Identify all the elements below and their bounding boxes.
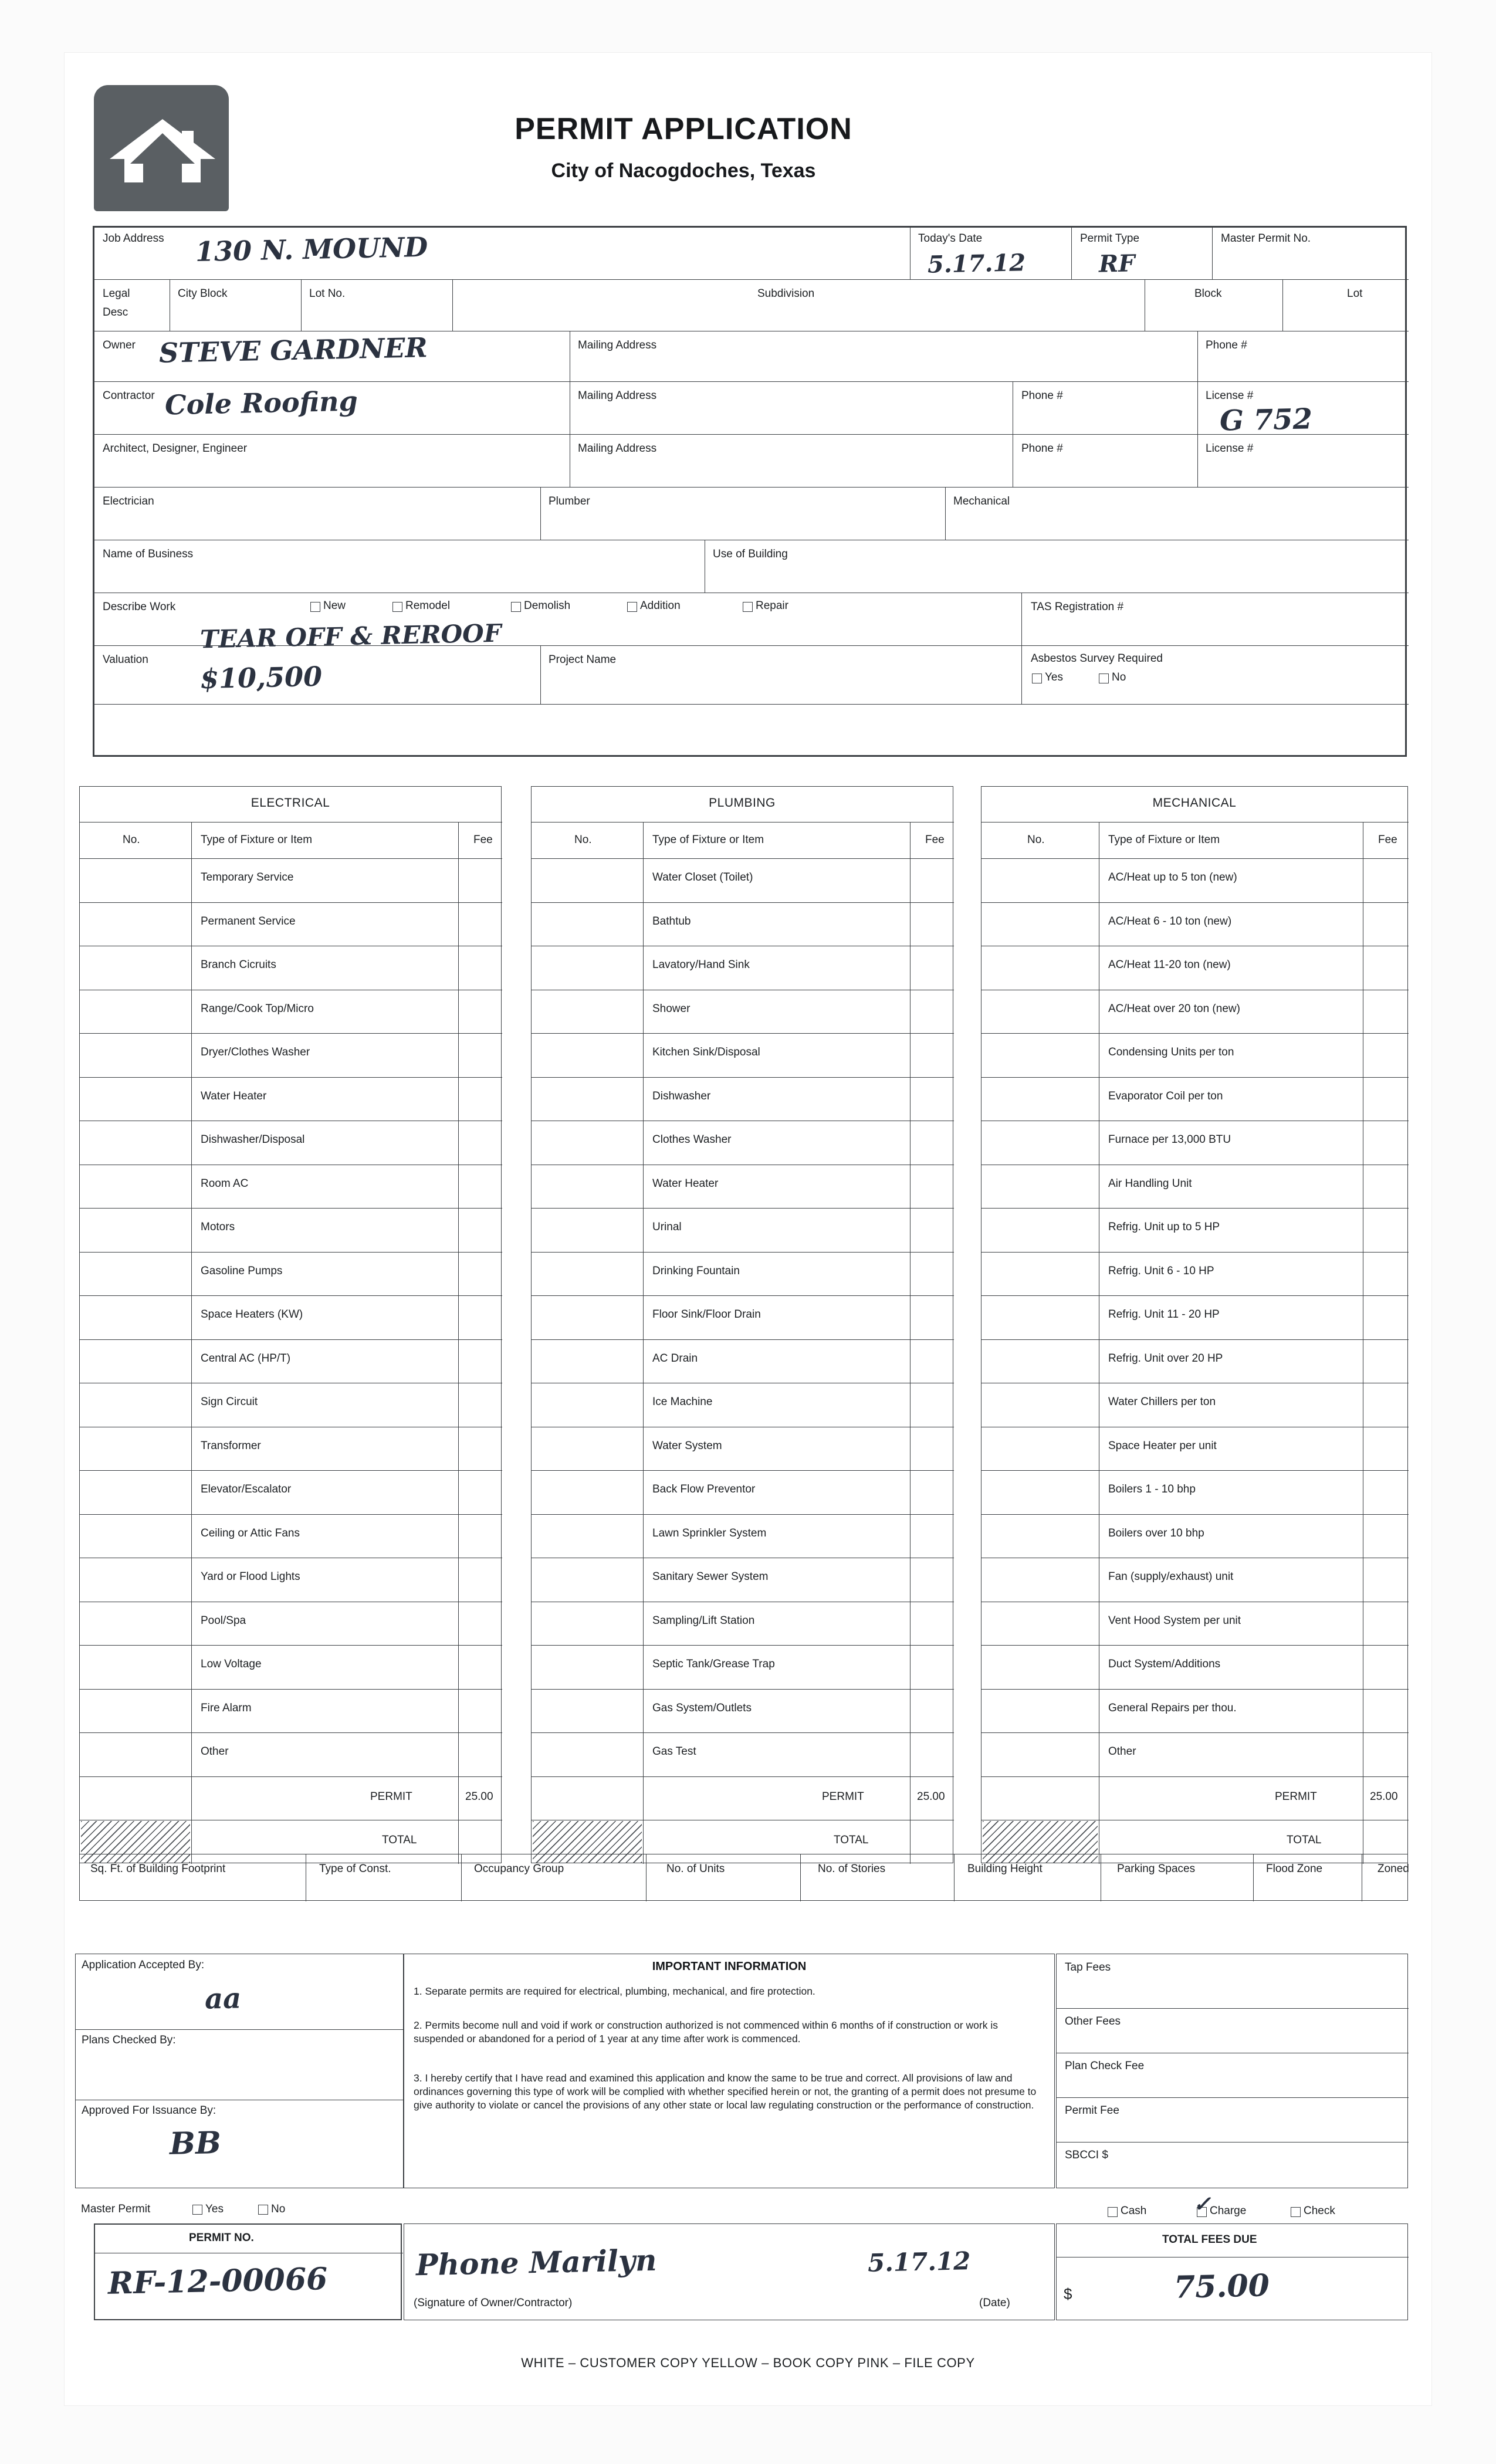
electrical-total-label: TOTAL	[382, 1834, 417, 1846]
asbestos-label: Asbestos Survey Required	[1031, 652, 1163, 665]
plumbing-table	[531, 786, 953, 1863]
table-row[interactable]: Septic Tank/Grease Trap	[652, 1658, 775, 1670]
valuation-label: Valuation	[103, 654, 148, 666]
mechanical-table-title: MECHANICAL	[1152, 796, 1237, 810]
table-row[interactable]: Ceiling or Attic Fans	[201, 1527, 300, 1539]
job-address-value: 130 N. MOUND	[195, 231, 428, 268]
col-stories: No. of Stories	[818, 1863, 886, 1875]
payment-check-label: Check	[1304, 2205, 1335, 2217]
table-row[interactable]: Refrig. Unit over 20 HP	[1108, 1352, 1223, 1365]
table-row[interactable]: Other	[1108, 1745, 1136, 1758]
table-row[interactable]: Transformer	[201, 1439, 261, 1452]
name-of-business-label: Name of Business	[103, 548, 194, 560]
mechanical-trade-label: Mechanical	[953, 495, 1010, 507]
permit-no-block	[94, 2223, 402, 2320]
table-row[interactable]: Urinal	[652, 1221, 682, 1233]
asbestos-yes-label: Yes	[1045, 671, 1063, 683]
col-parking: Parking Spaces	[1117, 1863, 1196, 1875]
table-row[interactable]: Duct System/Additions	[1108, 1658, 1221, 1670]
application-accepted-by-label: Application Accepted By:	[82, 1959, 205, 1971]
table-row[interactable]: Low Voltage	[201, 1658, 262, 1670]
owner-phone-label: Phone #	[1206, 339, 1247, 351]
signature-value: Phone Marilyn	[415, 2242, 657, 2283]
payment-cash-label: Cash	[1121, 2205, 1147, 2217]
table-row[interactable]: Refrig. Unit 6 - 10 HP	[1108, 1264, 1214, 1277]
important-info-item-2: 2. Permits become null and void if work or construction authorized is not commenced within 6 months of if construction or work is suspended or abandoned for a period of 1 year at any time after work is commenced.	[414, 2019, 998, 2045]
fee-row-permit-fee: Permit Fee	[1065, 2104, 1119, 2117]
owner-label: Owner	[103, 339, 136, 351]
table-row[interactable]: Space Heaters (KW)	[201, 1308, 303, 1321]
fees-block	[1056, 1954, 1408, 2188]
work-option-remodel-label: Remodel	[405, 600, 451, 612]
asbestos-no-label: No	[1112, 671, 1126, 683]
table-row[interactable]: Other	[201, 1745, 229, 1758]
approved-for-issuance-by-label: Approved For Issuance By:	[82, 2104, 216, 2117]
total-fees-value: 75.00	[1173, 2267, 1270, 2306]
table-row[interactable]: Pool/Spa	[201, 1614, 246, 1627]
plumbing-col-header: No.	[574, 834, 592, 846]
table-row[interactable]: Evaporator Coil per ton	[1108, 1089, 1223, 1102]
table-row[interactable]: Lawn Sprinkler System	[652, 1527, 767, 1539]
checkbox-asbestos-no[interactable]	[1099, 673, 1109, 683]
table-row[interactable]: Sanitary Sewer System	[652, 1571, 769, 1583]
plumbing-total-label: TOTAL	[834, 1834, 869, 1846]
job-address-label: Job Address	[103, 232, 164, 245]
important-info-item-3: 3. I hereby certify that I have read and examined this application and know the same to be true and correct. All provisions of law and ordinances governing this type of work will be complied with whether specified herein or not, the granting of a permit does not presume to give authority to violate or cancel the provisions of any other state or local law regulating construction or the performance of construction.	[414, 2072, 1037, 2111]
master-permit-label: Master Permit	[81, 2203, 151, 2215]
architect-mailing-label: Mailing Address	[578, 442, 657, 455]
legal-desc-label-line2: Desc	[103, 306, 128, 319]
col-flood-zone: Flood Zone	[1266, 1863, 1323, 1875]
table-row[interactable]: AC/Heat up to 5 ton (new)	[1108, 871, 1237, 884]
fee-row-plan-check-fee: Plan Check Fee	[1065, 2060, 1145, 2072]
table-row[interactable]: Fire Alarm	[201, 1701, 252, 1714]
owner-value: STEVE GARDNER	[158, 331, 428, 369]
table-row[interactable]: Yard or Flood Lights	[201, 1571, 300, 1583]
city-block-label: City Block	[178, 287, 228, 300]
work-option-demolish-label: Demolish	[524, 600, 571, 612]
col-occupancy: Occupancy Group	[474, 1863, 564, 1875]
plumbing-col-header: Type of Fixture or Item	[652, 834, 764, 846]
table-row[interactable]: Branch Cicruits	[201, 959, 276, 971]
master-permit-no-label: Master Permit No.	[1221, 232, 1311, 245]
table-row[interactable]: Gas Test	[652, 1745, 696, 1758]
table-row[interactable]: Dishwasher/Disposal	[201, 1133, 305, 1146]
describe-work-label: Describe Work	[103, 601, 176, 613]
table-row[interactable]: Fan (supply/exhaust) unit	[1108, 1571, 1234, 1583]
col-sqft: Sq. Ft. of Building Footprint	[90, 1863, 226, 1875]
total-fees-due-block	[1056, 2223, 1408, 2320]
total-fees-currency: $	[1064, 2285, 1072, 2303]
table-row[interactable]: Water Heater	[652, 1177, 719, 1190]
lot-no-label: Lot No.	[309, 287, 346, 300]
table-row[interactable]: General Repairs per thou.	[1108, 1701, 1237, 1714]
table-row[interactable]: AC/Heat over 20 ton (new)	[1108, 1002, 1240, 1015]
col-zoned: Zoned	[1377, 1863, 1409, 1875]
table-row[interactable]: Shower	[652, 1002, 691, 1015]
approvals-block	[75, 1954, 404, 2188]
plumbing-table-title: PLUMBING	[709, 796, 776, 810]
plumber-label: Plumber	[549, 495, 590, 507]
building-characteristics-row	[79, 1854, 1408, 1901]
contractor-label: Contractor	[103, 390, 155, 402]
contractor-value: Cole Roofing	[164, 385, 358, 421]
table-row[interactable]: AC/Heat 6 - 10 ton (new)	[1108, 915, 1232, 928]
signature-block	[404, 2223, 1055, 2320]
checkbox-remodel[interactable]	[392, 602, 402, 612]
important-info-item-1: 1. Separate permits are required for electrical, plumbing, mechanical, and fire protection.	[414, 1985, 815, 1997]
permit-no-label: PERMIT NO.	[189, 2232, 254, 2244]
architect-phone-label: Phone #	[1021, 442, 1063, 455]
table-row[interactable]: Space Heater per unit	[1108, 1439, 1217, 1452]
electrical-table	[79, 786, 502, 1863]
describe-work-value: TEAR OFF & REROOF	[199, 618, 502, 654]
todays-date-label: Today's Date	[918, 232, 983, 245]
plumbing-permit-label: PERMIT	[822, 1790, 864, 1803]
mechanical-table	[981, 786, 1408, 1863]
electrical-col-header: Fee	[473, 834, 493, 846]
col-height: Building Height	[967, 1863, 1043, 1875]
table-row[interactable]: AC/Heat 11-20 ton (new)	[1108, 959, 1231, 971]
fee-row-tap-fees: Tap Fees	[1065, 1961, 1111, 1974]
work-option-addition-label: Addition	[640, 600, 681, 612]
plans-checked-by-label: Plans Checked By:	[82, 2034, 176, 2046]
signature-date-caption: (Date)	[979, 2297, 1010, 2309]
table-row[interactable]: Ice Machine	[652, 1396, 713, 1408]
table-row[interactable]: Gasoline Pumps	[201, 1264, 283, 1277]
checkbox-master-permit-yes[interactable]	[192, 2205, 202, 2215]
plumbing-permit-fee: 25.00	[917, 1790, 945, 1803]
electrical-permit-fee: 25.00	[465, 1790, 493, 1803]
page-title: PERMIT APPLICATION	[515, 112, 852, 146]
mechanical-permit-fee: 25.00	[1370, 1790, 1398, 1803]
table-row[interactable]: Permanent Service	[201, 915, 296, 928]
contractor-phone-label: Phone #	[1021, 390, 1063, 402]
master-permit-no-label: No	[271, 2203, 286, 2215]
legal-desc-label-line1: Legal	[103, 287, 130, 300]
permit-no-value: RF-12-00066	[107, 2261, 328, 2301]
valuation-value: $10,500	[199, 660, 323, 695]
table-row[interactable]: Bathtub	[652, 915, 691, 928]
table-row[interactable]: Water System	[652, 1439, 722, 1452]
electrical-permit-label: PERMIT	[370, 1790, 412, 1803]
col-units: No. of Units	[666, 1863, 725, 1875]
table-row[interactable]: Back Flow Preventor	[652, 1483, 756, 1495]
electrical-col-header: Type of Fixture or Item	[201, 834, 313, 846]
checkbox-master-permit-no[interactable]	[258, 2205, 268, 2215]
signature-caption: (Signature of Owner/Contractor)	[414, 2297, 573, 2309]
table-row[interactable]: Central AC (HP/T)	[201, 1352, 291, 1365]
mechanical-col-header: No.	[1027, 834, 1045, 846]
use-of-building-label: Use of Building	[713, 548, 788, 560]
mechanical-col-header: Fee	[1378, 834, 1397, 846]
table-row[interactable]: Refrig. Unit 11 - 20 HP	[1108, 1308, 1220, 1321]
checkbox-repair[interactable]	[743, 602, 753, 612]
master-permit-yes-label: Yes	[205, 2203, 224, 2215]
contractor-license-label: License #	[1206, 390, 1254, 402]
table-row[interactable]: Lavatory/Hand Sink	[652, 959, 750, 971]
checkbox-demolish[interactable]	[511, 602, 521, 612]
table-row[interactable]: Temporary Service	[201, 871, 294, 884]
charge-checkmark: ✓	[1193, 2191, 1211, 2217]
architect-label: Architect, Designer, Engineer	[103, 442, 248, 455]
payment-charge-label: Charge	[1210, 2205, 1247, 2217]
lot-label: Lot	[1347, 287, 1363, 300]
permit-type-value: RF	[1098, 249, 1136, 278]
owner-mailing-label: Mailing Address	[578, 339, 657, 351]
electrician-label: Electrician	[103, 495, 154, 507]
subdivision-label: Subdivision	[757, 287, 815, 300]
permit-type-label: Permit Type	[1080, 232, 1140, 245]
copy-distribution-note: WHITE – CUSTOMER COPY YELLOW – BOOK COPY PINK – FILE COPY	[521, 2355, 975, 2370]
table-row[interactable]: AC Drain	[652, 1352, 698, 1365]
checkbox-check[interactable]	[1291, 2207, 1301, 2217]
table-row[interactable]: Condensing Units per ton	[1108, 1046, 1234, 1058]
table-row[interactable]: Sampling/Lift Station	[652, 1614, 755, 1627]
important-information-title: IMPORTANT INFORMATION	[652, 1960, 807, 1973]
checkbox-asbestos-yes[interactable]	[1032, 673, 1042, 683]
applicant-info-block	[93, 226, 1407, 757]
signature-date-value: 5.17.12	[867, 2246, 971, 2277]
city-logo	[94, 85, 229, 211]
fee-row-other-fees: Other Fees	[1065, 2015, 1121, 2028]
mechanical-total-label: TOTAL	[1287, 1834, 1322, 1846]
col-type-const: Type of Const.	[319, 1863, 391, 1875]
table-row[interactable]: Refrig. Unit up to 5 HP	[1108, 1221, 1220, 1233]
important-information-block	[404, 1954, 1055, 2188]
application-accepted-by-value: aa	[204, 1982, 242, 2016]
fee-row-sbcci: SBCCI $	[1065, 2149, 1108, 2161]
checkbox-new[interactable]	[310, 602, 320, 612]
table-row[interactable]: Range/Cook Top/Micro	[201, 1002, 314, 1015]
table-row[interactable]: Motors	[201, 1221, 235, 1233]
table-row[interactable]: Dryer/Clothes Washer	[201, 1046, 310, 1058]
mechanical-col-header: Type of Fixture or Item	[1108, 834, 1220, 846]
table-row[interactable]: Water Chillers per ton	[1108, 1396, 1216, 1408]
tas-registration-label: TAS Registration #	[1031, 601, 1124, 613]
table-row[interactable]: Gas System/Outlets	[652, 1701, 752, 1714]
total-fees-due-label: TOTAL FEES DUE	[1162, 2233, 1257, 2246]
block-label: Block	[1194, 287, 1222, 300]
electrical-table-title: ELECTRICAL	[251, 796, 330, 810]
table-row[interactable]: Elevator/Escalator	[201, 1483, 292, 1495]
electrical-col-header: No.	[123, 834, 140, 846]
table-row[interactable]: Sign Circuit	[201, 1396, 258, 1408]
table-row[interactable]: Drinking Fountain	[652, 1264, 740, 1277]
table-row[interactable]: Air Handling Unit	[1108, 1177, 1192, 1190]
table-row[interactable]: Vent Hood System per unit	[1108, 1614, 1241, 1627]
checkbox-cash[interactable]	[1108, 2207, 1118, 2217]
mechanical-permit-label: PERMIT	[1275, 1790, 1317, 1803]
approved-for-issuance-by-value: BB	[169, 2125, 222, 2162]
work-option-repair-label: Repair	[756, 600, 788, 612]
table-row[interactable]: Clothes Washer	[652, 1133, 732, 1146]
project-name-label: Project Name	[549, 654, 617, 666]
table-row[interactable]: Furnace per 13,000 BTU	[1108, 1133, 1231, 1146]
table-row[interactable]: Dishwasher	[652, 1089, 711, 1102]
todays-date-value: 5.17.12	[927, 249, 1026, 279]
table-row[interactable]: Kitchen Sink/Disposal	[652, 1046, 760, 1058]
table-row[interactable]: Water Heater	[201, 1089, 267, 1102]
checkbox-addition[interactable]	[627, 602, 637, 612]
work-option-new-label: New	[323, 600, 346, 612]
contractor-mailing-label: Mailing Address	[578, 390, 657, 402]
plumbing-col-header: Fee	[925, 834, 945, 846]
table-row[interactable]: Room AC	[201, 1177, 249, 1190]
table-row[interactable]: Boilers 1 - 10 bhp	[1108, 1483, 1196, 1495]
table-row[interactable]: Boilers over 10 bhp	[1108, 1527, 1204, 1539]
page-subtitle: City of Nacogdoches, Texas	[551, 160, 816, 182]
contractor-license-value: G 752	[1219, 402, 1313, 438]
table-row[interactable]: Floor Sink/Floor Drain	[652, 1308, 761, 1321]
table-row[interactable]: Water Closet (Toilet)	[652, 871, 753, 884]
architect-license-label: License #	[1206, 442, 1254, 455]
